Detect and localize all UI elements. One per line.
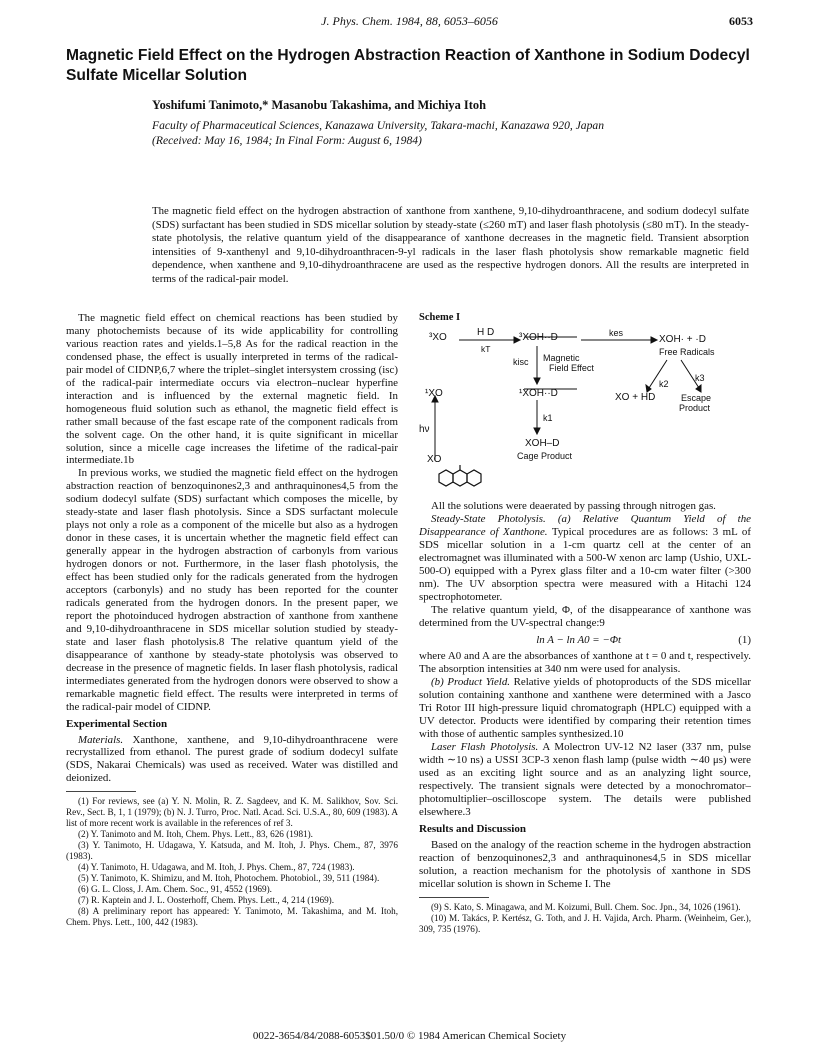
page-footer: 0022-3654/84/2088-6053$01.50/0 © 1984 American Chemical Society — [252, 1030, 567, 1042]
materials-paragraph — [66, 734, 398, 786]
scheme-xo-hd: XO + HD — [615, 392, 656, 403]
quantum-yield-paragraph: The relative quantum yield, Φ, of the disappearance of xanthone was determined from the UV-spectral change:9 — [419, 603, 751, 629]
scheme-product: Product — [679, 403, 711, 413]
scheme-k3: k3 — [695, 373, 705, 383]
footnote: (6) G. L. Closs, J. Am. Chem. Soc., 91, 4552 (1969). — [78, 884, 272, 895]
author-list: Yoshifumi Tanimoto,* Masanobu Takashima, and Michiya Itoh — [152, 98, 486, 112]
received-dates: (Received: May 16, 1984; In Final Form: August 6, 1984) — [152, 134, 422, 147]
py-label: (b) Product Yield. — [431, 676, 510, 689]
scheme-singlet-pair: ¹XOH··D — [519, 388, 558, 399]
experimental-heading: Experimental Section — [66, 717, 168, 730]
scheme-k1: k1 — [543, 413, 553, 423]
affiliation-text: Faculty of Pharmaceutical Sciences, Kanazawa University, Takara-machi, Kanazawa 920, Japan — [152, 119, 604, 132]
laser-flash-paragraph — [419, 741, 751, 819]
footnote: (10) M. Takács, P. Kertész, G. Toth, and J. H. Vajida, Arch. Pharm. (Weinheim, Ger.), 309, 735 (1976). — [419, 912, 751, 934]
xanthone-structure-icon — [439, 465, 481, 486]
deaerated-paragraph: All the solutions were deaerated by passing through nitrogen gas. — [431, 500, 716, 512]
ssp-sub: (a) Relative Quantum Yield of the Disappearance of Xanthone. — [419, 512, 751, 538]
scheme-kt: kT — [481, 344, 491, 354]
footnote-divider — [66, 791, 136, 792]
py-text: Relative yields of photoproducts of the SDS micellar solution containing xanthone and xanthene were determined with a Jasco Tri Rotor III high-pressure liquid chromatograph (HPLC) equipped with a UV detector. Products were identified by comparing their retention times with those of authentic samples synthesized.10 — [419, 676, 751, 741]
materials-text: Xanthone, xanthene, and 9,10-dihydroanthracene were recrystallized from ethanol. The purest grade of sodium dodecyl sulfate (SDS, Nakarai Chemicals) was used as received. Water was distilled and deionized. — [66, 733, 398, 785]
product-yield-paragraph — [419, 676, 751, 741]
scheme-kes: kes — [609, 328, 624, 338]
scheme-k2: k2 — [659, 379, 669, 389]
scheme-hv: hν — [419, 424, 430, 435]
results-heading: Results and Discussion — [419, 822, 526, 835]
scheme-xo: XO — [427, 454, 442, 465]
lfp-text: A Molectron UV-12 N2 laser (337 nm, pulse width ∼10 ns) a USSI 3CP-3 xenon flash lamp (pulse width ∼40 μs) were used as an exciting light source and as an analyzing light source, respectively. The transient signals were detected by a monochromator–photomultiplier–oscilloscope system. The details were published elsewhere.3 — [419, 741, 751, 818]
page-number: 6053 — [729, 14, 753, 28]
ssp-text: Typical procedures are as follows: 3 mL of SDS micellar solution in a 1-cm quartz cell at the center of an electromagnet was illuminated with a 500-W xenon arc lamp (Ushio, UXL-500-O) equipped with a Pyrex glass filter and a 10-cm water filter (>300 nm). The UV absorption spectra were measured with a Hitachi 124 spectrophotometer. — [419, 525, 751, 603]
intro-paragraph-1: The magnetic field effect on chemical reactions has been studied by many photochemists because of its wide applicability for controlling various reaction rates and yields.1–5,8 As for the radical reaction in the condensed phase, the effect is usually interpreted in terms of the radical-pair model of CIDNP,6,7 where the triplet–singlet intersystem crossing (isc) of the radical-pair intermediate occurs via electron–nuclear hyperfine interaction and is influenced by the external magnetic field. In homogeneous fluid solution such as ethanol, the magnetic field effect is rather small because of the fast escape rate of the component radicals from the solvent cage. On the other hand, it is quite significant in micellar solution, since a micelle cage increases the lifetime of the radical-pair intermediate.1b — [66, 312, 398, 467]
footnotes-right — [419, 902, 751, 935]
article-title: Magnetic Field Effect on the Hydrogen Abstraction Reaction of Xanthone in Sodium Dodecyl Sulfate Micellar Solution — [66, 47, 750, 84]
equation-1 — [419, 634, 751, 647]
lfp-label: Laser Flash Photolysis. — [431, 741, 539, 754]
scheme-cage-product: Cage Product — [517, 451, 573, 461]
affiliation — [152, 118, 752, 148]
footnote: (8) A preliminary report has appeared: Y. Tanimoto, M. Takashima, and M. Itoh, Chem. Phys. Lett., 100, 442 (1983). — [66, 906, 398, 928]
footnote: (5) Y. Tanimoto, K. Shimizu, and M. Itoh, Photochem. Photobiol., 39, 511 (1984). — [78, 873, 380, 884]
footnote: (1) For reviews, see (a) Y. N. Molin, R. Z. Sagdeev, and K. M. Salikhov, Sov. Sci. Rev., Sect. B, 1, 1 (1979); (b) N. J. Turro, Proc. Natl. Acad. Sci. U.S.A., 80, 609 (1983). A list of more recent work is available in the references of ref 3. — [66, 796, 398, 829]
where-paragraph: where A0 and A are the absorbances of xanthone at t = 0 and t, respectively. The absorption intensities at 340 nm were used for analysis. — [419, 650, 751, 676]
scheme-i — [419, 312, 751, 494]
scheme-free-radicals: Free Radicals — [659, 347, 715, 357]
materials-label: Materials. — [78, 733, 124, 746]
journal-citation: J. Phys. Chem. 1984, 88, 6053–6056 — [321, 14, 498, 28]
scheme-magnetic: Magnetic — [543, 353, 580, 363]
footnote-divider — [419, 897, 489, 898]
abstract: The magnetic field effect on the hydrogen abstraction of xanthone from xanthene, 9,10-dihydroanthracene, and sodium dodecyl sulfate (SDS) surfactant has been studied in SDS micellar solution by steady-state (≤260 mT) and laser flash photolysis (≤80 mT). In the steady-state photolysis, the relative quantum yield of the disappearance of xanthone decreases in the magnetic field. Transient absorption intensities of 9-xanthenyl and 9,10-dihydroanthracen-9-yl radicals in the laser flash photolysis show remarkable magnetic field dependence, when xanthene and 9,10-dihydroanthracene are used as the respective hydrogen donors. All the results are interpreted in terms of the radical-pair model. — [152, 205, 749, 285]
right-column — [419, 312, 751, 935]
footnote: (7) R. Kaptein and J. L. Oosterhoff, Chem. Phys. Lett., 4, 214 (1969). — [78, 895, 335, 906]
scheme-xohd: XOH–D — [525, 438, 560, 449]
scheme-label: Scheme I — [419, 312, 461, 323]
scheme-escape: Escape — [681, 393, 712, 403]
left-column — [66, 312, 398, 928]
footnote: (4) Y. Tanimoto, H. Udagawa, and M. Itoh, J. Phys. Chem., 87, 724 (1983). — [78, 862, 355, 873]
scheme-triplet-pair: ³XOH··D — [519, 332, 558, 343]
ssp-label: Steady-State Photolysis. — [431, 512, 546, 525]
footnote: (9) S. Kato, S. Minagawa, and M. Koizumi, Bull. Chem. Soc. Jpn., 34, 1026 (1961). — [431, 901, 741, 912]
footnote: (2) Y. Tanimoto and M. Itoh, Chem. Phys. Lett., 83, 626 (1981). — [78, 829, 313, 840]
scheme-triplet-xo: ³XO — [429, 332, 447, 343]
steady-state-paragraph — [419, 513, 751, 604]
equation-number: (1) — [738, 633, 751, 646]
scheme-field-effect: Field Effect — [549, 363, 594, 373]
footnotes-left — [66, 796, 398, 928]
running-header — [0, 14, 819, 36]
intro-paragraph-2: In previous works, we studied the magnetic field effect on the hydrogen abstraction reaction of benzoquinones2,3 and anthraquinones4,5 from the sodium dodecyl sulfate (SDS) surfactant which composes the micelle, by steady-state and laser flash photolysis. Since a SDS surfactant molecule plays not only a role as a component of the micelle but also as a hydrogen donor in these cases, it is uncertain whether the magnetic field effect can generally appear in the hydrogen abstraction of carbonyls from various hydrogen donors or not. Furthermore, in the laser flash photolysis, the effect has been studied only for the radicals generated from the hydrogen acceptors (carbonyls) and no study has been reported for the counter radicals generated from the hydrogen donors. In the present paper, we report the photoinduced hydrogen abstraction of xanthone from xanthene and 9,10-dihydroanthracene in SDS micellar solution studied by steady-state and laser flash photolysis.8 The relative quantum yield of the disappearance of xanthone by steady-state photolysis was observed to decrease in the presence of magnetic fields. In laser flash photolysis, radical intermediates generated from the hydrogen donors were observed to show a remarkable magnetic field effect. The results were interpreted in terms of the radical-pair model of CIDNP. — [66, 467, 398, 713]
scheme-hd: H D — [477, 327, 495, 338]
footnote: (3) Y. Tanimoto, H. Udagawa, Y. Katsuda, and M. Itoh, J. Phys. Chem., 87, 3976 (1983). — [66, 840, 398, 862]
equation-text: ln A − ln A0 = −Φt — [536, 633, 622, 646]
scheme-free-products: XOH· + ·D — [659, 334, 706, 345]
scheme-kisc: kisc — [513, 357, 529, 367]
results-paragraph: Based on the analogy of the reaction scheme in the hydrogen abstraction reaction of benzoquinones2,3 and anthraquinones4,5 in SDS micellar solution, a reaction mechanism for the photolysis of xanthone in SDS micellar solution is shown in Scheme I. The — [419, 838, 751, 890]
scheme-singlet-xo: ¹XO — [425, 388, 443, 399]
